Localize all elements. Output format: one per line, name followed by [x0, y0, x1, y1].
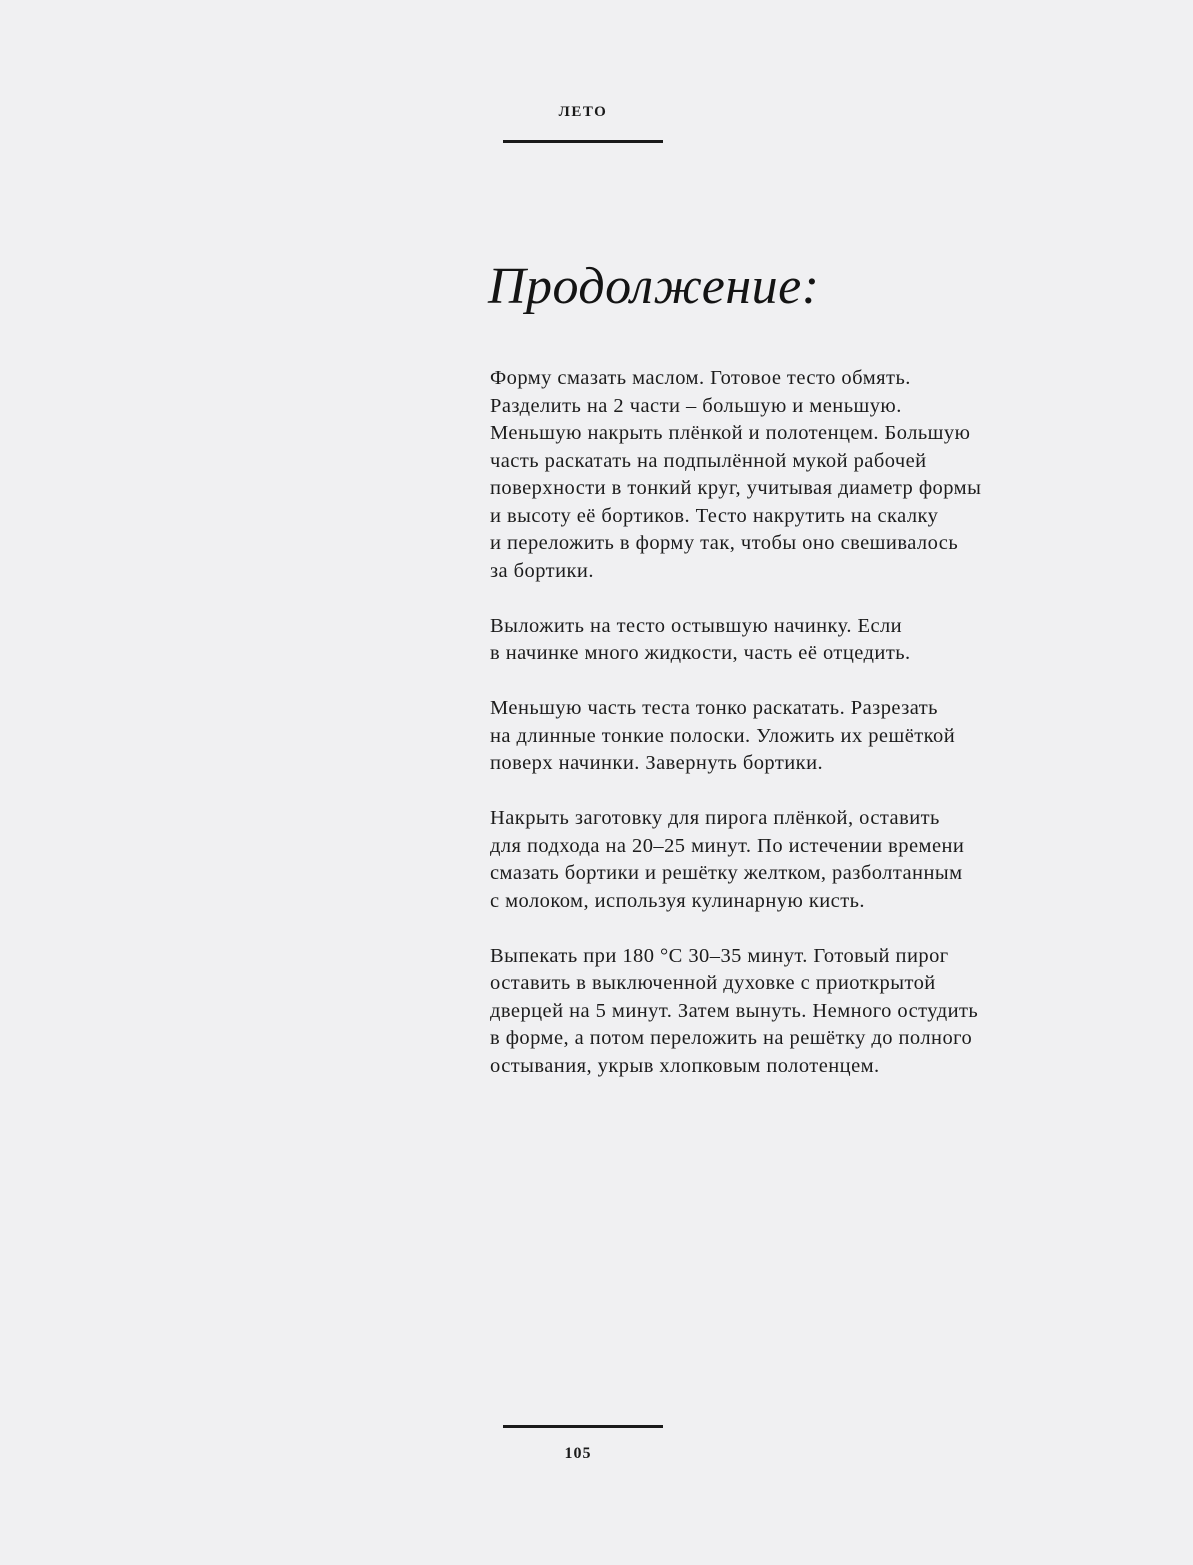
text-line: Форму смазать маслом. Готовое тесто обмять. — [490, 367, 911, 389]
text-line: в начинке много жидкости, часть её отцедить. — [490, 642, 911, 664]
text-line: смазать бортики и решётку желтком, разболтанным — [490, 862, 963, 884]
text-line: в форме, а потом переложить на решётку до полного — [490, 1027, 973, 1049]
paragraph-1 — [490, 365, 1030, 585]
page-number: 105 — [564, 1445, 592, 1462]
paragraph-4 — [490, 805, 1030, 915]
text-line: поверхности в тонкий круг, учитывая диаметр формы — [490, 477, 982, 499]
text-line: на длинные тонкие полоски. Уложить их решёткой — [490, 724, 956, 747]
text-line: остывания, укрыв хлопковым полотенцем. — [490, 1054, 880, 1077]
text-line: и переложить в форму так, чтобы оно свешивалось — [490, 532, 959, 554]
text-line: для подхода на 20–25 минут. По истечении времени — [490, 834, 965, 857]
text-line: оставить в выключенной духовке с приоткрытой — [490, 972, 936, 994]
text-line: Накрыть заготовку для пирога плёнкой, оставить — [490, 807, 940, 829]
text-line: и высоту её бортиков. Тесто накрутить на скалку — [490, 504, 939, 527]
paragraph-5 — [490, 943, 1030, 1081]
page-title: Продолжение: — [488, 257, 820, 315]
text-line: Меньшую часть теста тонко раскатать. Разрезать — [490, 697, 938, 719]
paragraph-3 — [490, 695, 1030, 778]
section-header: ЛЕТО — [558, 104, 608, 120]
header-rule — [503, 140, 663, 143]
text-line: с молоком, используя кулинарную кисть. — [490, 889, 865, 912]
footer-rule — [503, 1425, 663, 1428]
text-line: Меньшую накрыть плёнкой и полотенцем. Большую — [490, 422, 971, 444]
paragraph-2 — [490, 613, 1030, 668]
recipe-body — [490, 365, 1030, 1108]
text-line: Разделить на 2 части – большую и меньшую. — [490, 394, 902, 417]
text-line: Выпекать при 180 °С 30–35 минут. Готовый пирог — [490, 944, 949, 967]
text-line: за бортики. — [490, 559, 594, 582]
text-line: Выложить на тесто остывшую начинку. Если — [490, 614, 903, 637]
text-line: часть раскатать на подпылённой мукой рабочей — [490, 449, 927, 472]
text-line: дверцей на 5 минут. Затем вынуть. Немного остудить — [490, 999, 979, 1022]
text-line: поверх начинки. Завернуть бортики. — [490, 752, 824, 774]
